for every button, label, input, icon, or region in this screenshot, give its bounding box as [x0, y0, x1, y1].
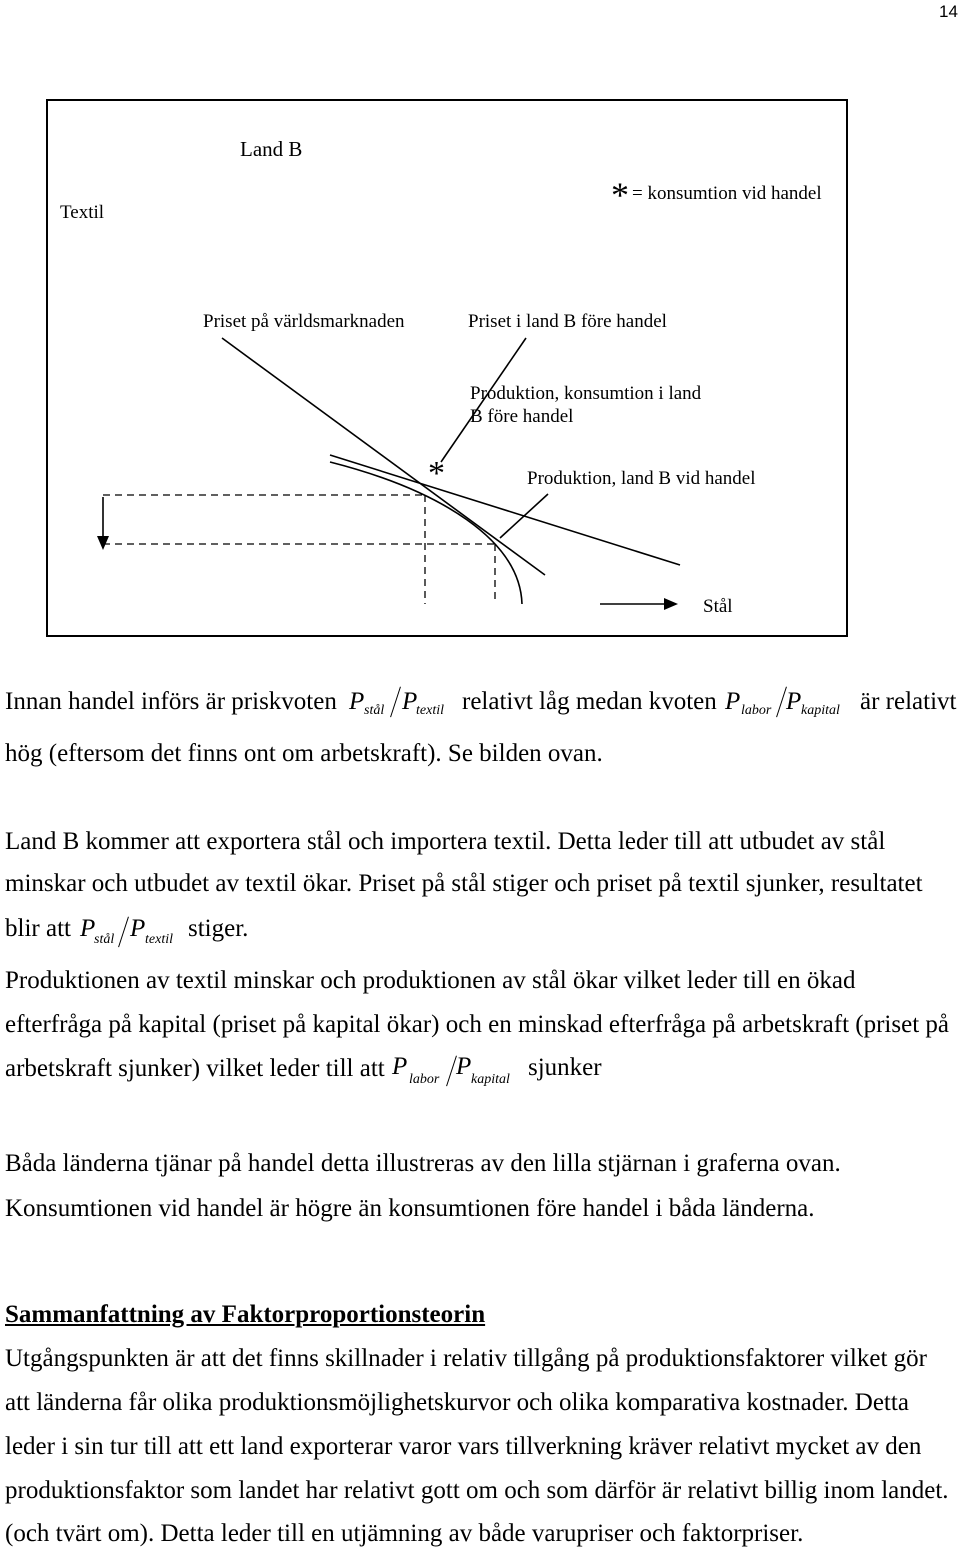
- legend-text: = konsumtion vid handel: [632, 183, 822, 204]
- world-price-line: [222, 338, 545, 575]
- para2-line1: Land B kommer att exportera stål och importera textil. Detta leder till att utbudet av stål: [5, 828, 886, 855]
- ratio-slash: [390, 687, 401, 718]
- ratio-denominator: P: [456, 1053, 472, 1080]
- page-number: 14: [939, 2, 958, 21]
- summary-line: produktionsfaktor som landet har relativt gott om och som därför är relativt billig inom landet.: [5, 1477, 949, 1504]
- ratio-denominator: P: [786, 688, 802, 715]
- para4-line1: Båda länderna tjänar på handel detta illustreras av den lilla stjärnan i graferna ovan.: [5, 1150, 841, 1177]
- ratio-denominator-sub: kapital: [471, 1072, 510, 1087]
- ratio-numerator-sub: labor: [409, 1072, 440, 1087]
- ratio-denominator-sub: kapital: [801, 703, 840, 718]
- summary-line: leder i sin tur till att ett land exporterar varor vars tillverkning kräver relativt mycket av den: [5, 1433, 922, 1460]
- trade-production-label: Produktion, land B vid handel: [527, 468, 756, 489]
- ratio-numerator: P: [80, 915, 96, 942]
- world-price-label: Priset på världsmarknaden: [203, 311, 405, 332]
- pretrade-point-label-line1: Produktion, konsumtion i land: [470, 383, 702, 404]
- ratio-slash: [118, 917, 129, 948]
- production-possibility-curve: [330, 462, 522, 604]
- x-axis-label: Stål: [703, 596, 733, 617]
- ratio-denominator-sub: textil: [145, 932, 173, 947]
- ratio-denominator: P: [402, 688, 418, 715]
- para3-line1: Produktionen av textil minskar och produktionen av stål ökar vilket leder till en ökad: [5, 967, 856, 994]
- para4-line2: Konsumtionen vid handel är högre än konsumtionen före handel i båda länderna.: [5, 1195, 815, 1222]
- ratio-numerator: P: [392, 1053, 408, 1080]
- ratio-numerator-sub: labor: [741, 703, 772, 718]
- textile-decrease-arrow: [97, 497, 109, 550]
- figure-title: Land B: [240, 137, 303, 161]
- pretrade-price-label: Priset i land B före handel: [468, 311, 667, 332]
- trade-production-leader-line: [500, 494, 548, 538]
- pretrade-point-label-line2: B före handel: [470, 406, 574, 427]
- para1-line1-middle: relativt låg medan kvoten: [462, 688, 717, 715]
- summary-line: (och tvärt om). Detta leder till en utjämning av både varupriser och faktorpriser.: [5, 1520, 804, 1547]
- ratio-denominator: P: [130, 915, 146, 942]
- para3-line2: efterfråga på kapital (priset på kapital ökar) och en minskad efterfråga på arbetskraft (priset på: [5, 1011, 949, 1038]
- ratio-numerator: P: [349, 688, 365, 715]
- ratio-numerator-sub: stål: [364, 703, 385, 718]
- summary-heading: Sammanfattning av Faktorproportionsteorin: [5, 1301, 486, 1328]
- summary-line: att länderna får olika produktionsmöjlighetskurvor och olika komparativa kostnader. Detta: [5, 1389, 909, 1416]
- arrow-down-icon: [97, 536, 109, 550]
- summary-line: Utgångspunkten är att det finns skillnader i relativ tillgång på produktionsfaktorer vilket gör: [5, 1345, 927, 1372]
- steel-increase-arrow: [600, 598, 678, 610]
- legend-asterisk-icon: *: [611, 175, 629, 215]
- para3-line3-end: sjunker: [528, 1054, 602, 1081]
- para1-line1-start: Innan handel införs är priskvoten: [5, 688, 337, 715]
- para1-line1-end: är relativt: [860, 688, 957, 715]
- y-axis-label: Textil: [60, 202, 105, 223]
- para2-line3-start: blir att: [5, 915, 71, 942]
- trade-consumption-star-icon: *: [428, 455, 445, 492]
- ratio-numerator: P: [725, 688, 741, 715]
- ratio-denominator-sub: textil: [416, 703, 444, 718]
- para1-line2: hög (eftersom det finns ont om arbetskraft). Se bilden ovan.: [5, 740, 603, 767]
- ratio-numerator-sub: stål: [94, 932, 115, 947]
- arrow-right-icon: [664, 598, 678, 610]
- para2-line3-end: stiger.: [188, 915, 249, 942]
- para2-line2: minskar och utbudet av textil ökar. Priset på stål stiger och priset på textil sjunker, resultatet: [5, 870, 923, 897]
- figure-frame: [47, 100, 847, 636]
- para3-line3-start: arbetskraft sjunker) vilket leder till att: [5, 1055, 385, 1082]
